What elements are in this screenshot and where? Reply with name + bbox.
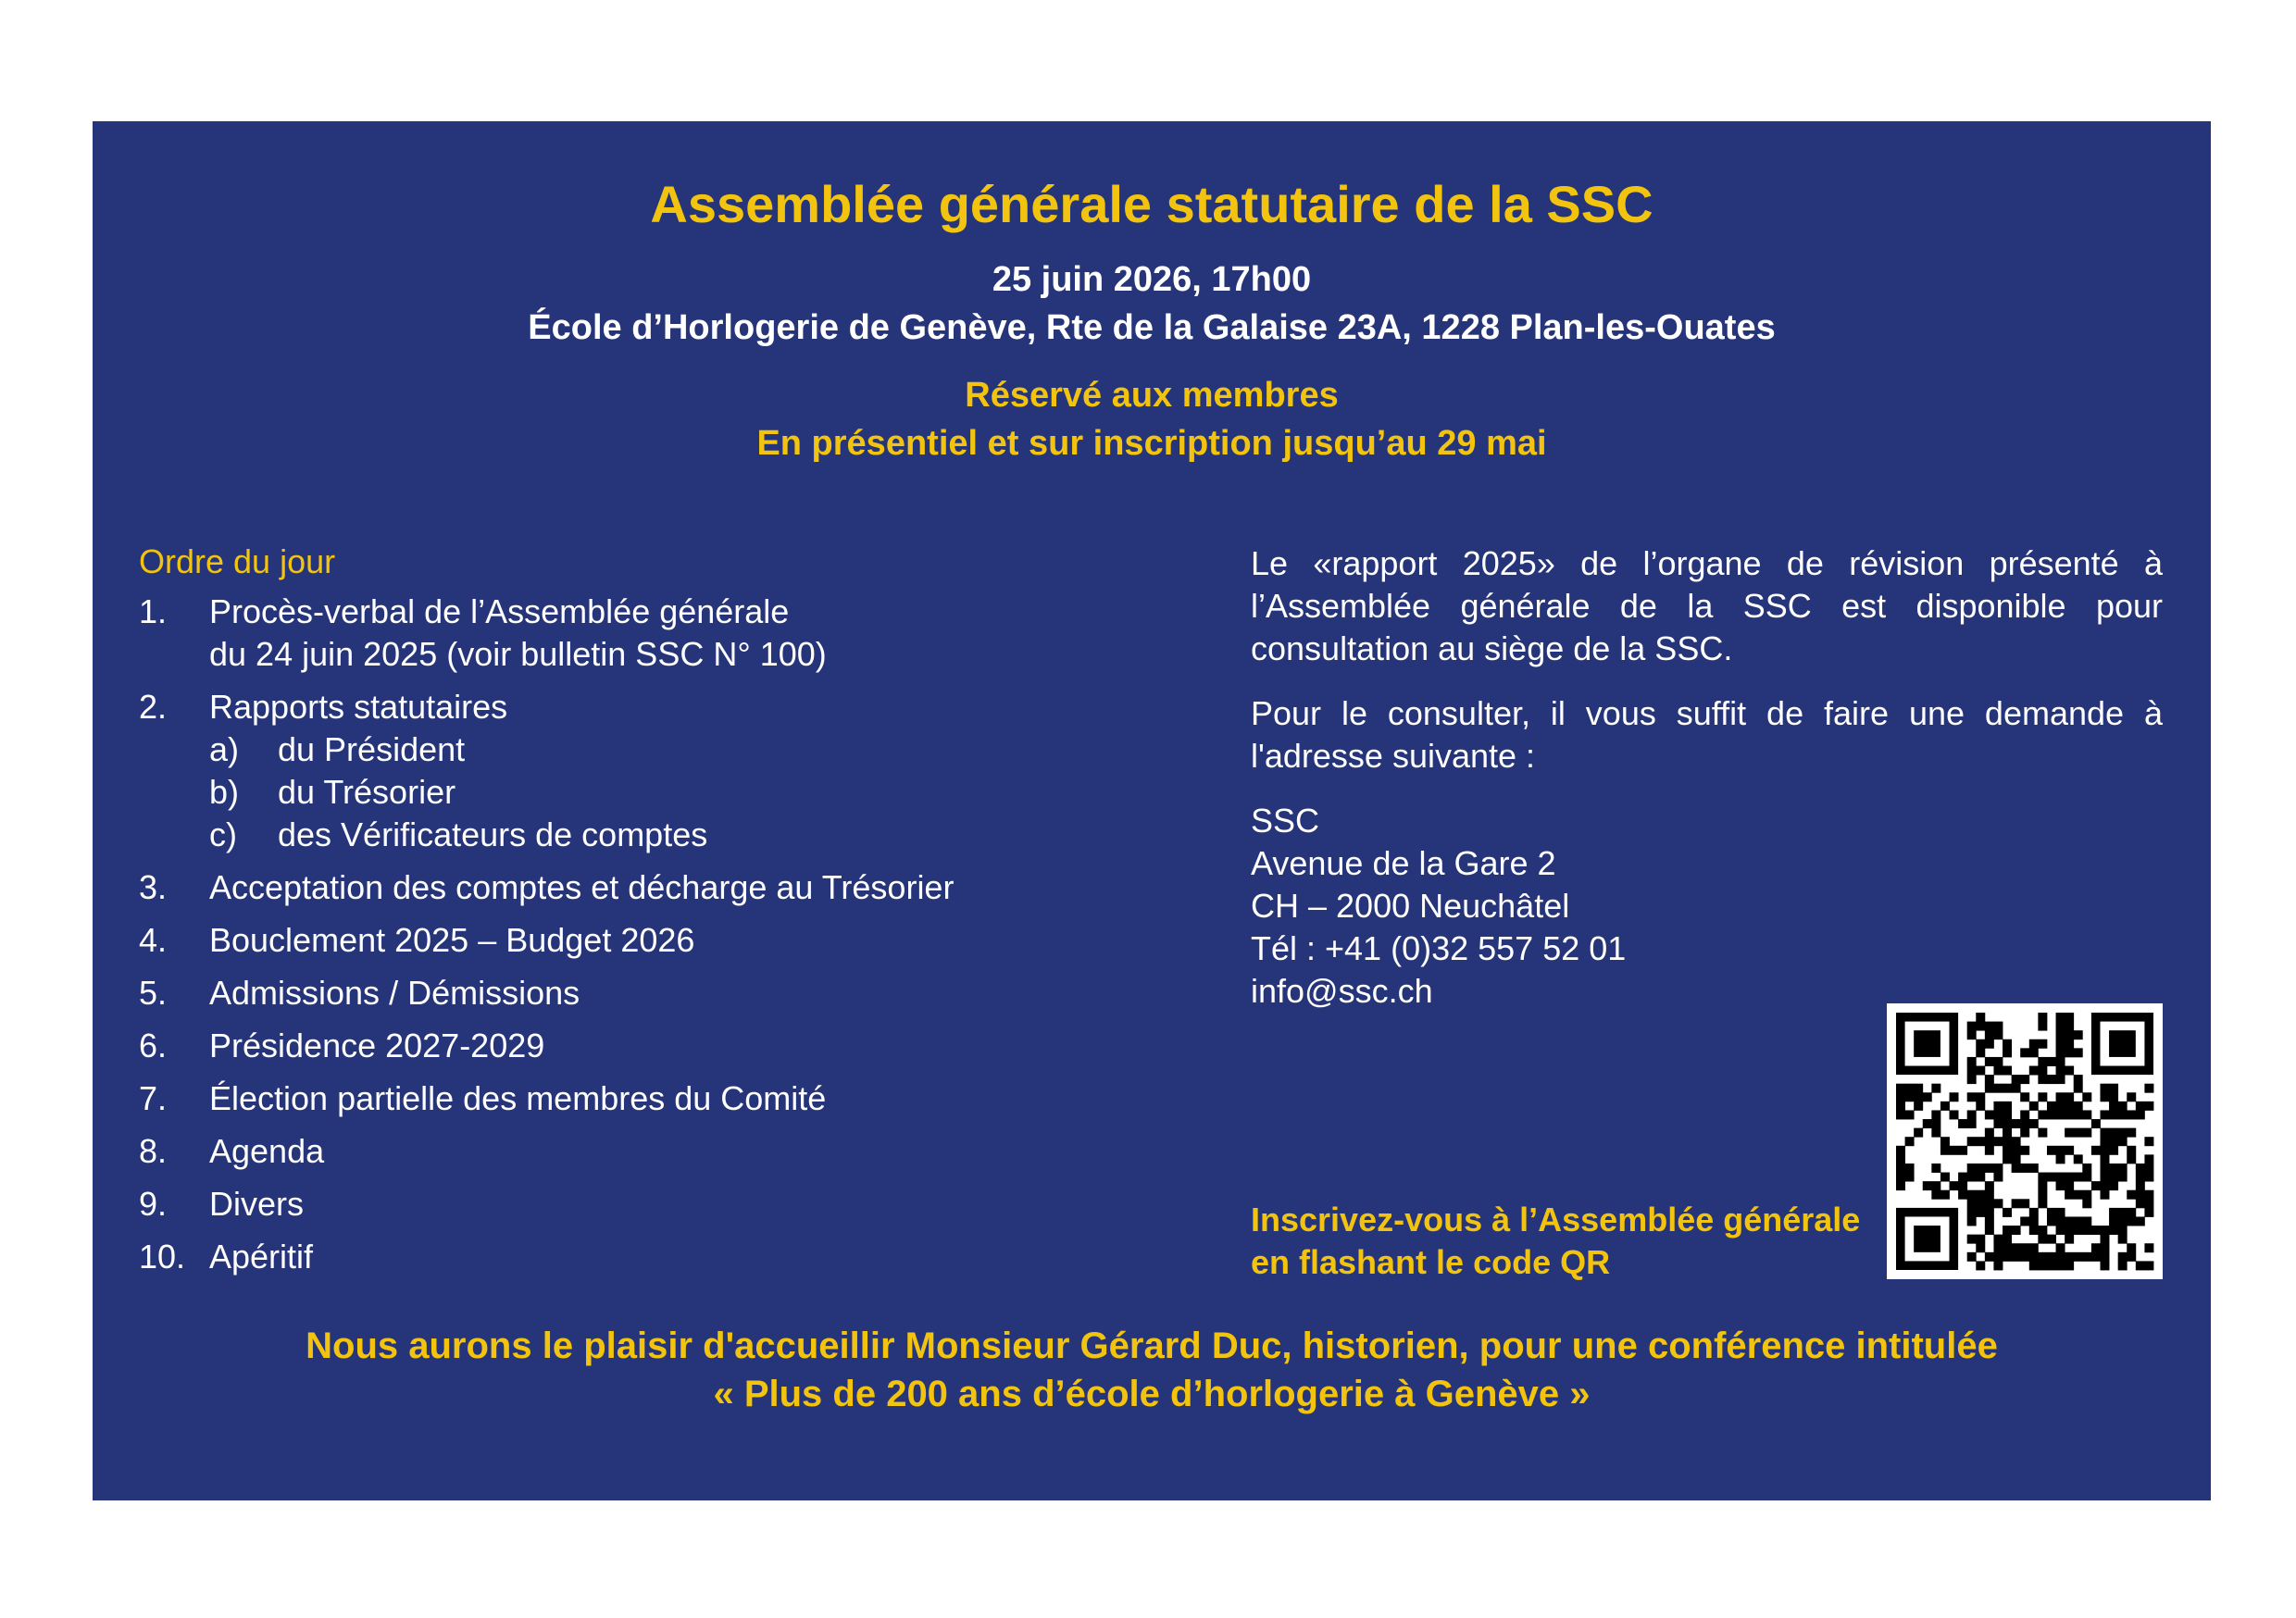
agenda-item-line: Rapports statutaires (209, 688, 508, 726)
members-only-notice: Réservé aux membres (965, 376, 1339, 415)
agenda-item-text: Agenda (209, 1132, 325, 1170)
postal-address (1251, 800, 2163, 1013)
agenda-item-text (209, 686, 1231, 856)
page-title: Assemblée générale statutaire de la SSC (650, 175, 1653, 233)
subitem-letter: c) (209, 815, 237, 853)
agenda-item-text: Apéritif (209, 1238, 314, 1276)
email-link[interactable]: info@ssc.ch (1251, 972, 1433, 1010)
agenda-item-7 (139, 1077, 1231, 1120)
agenda-item-9 (139, 1183, 1231, 1226)
agenda-item-number: 7. (139, 1079, 168, 1117)
address-line: CH – 2000 Neuchâtel (1251, 887, 1570, 925)
report-availability-text: Le «rapport 2025» de l’organe de révision présenté à l’Assemblée générale de la SSC est disponible pour consultation au siège de la SSC. (1251, 544, 2163, 667)
qr-caption-line: en flashant le code QR (1251, 1243, 1611, 1281)
agenda-item-number: 5. (139, 974, 168, 1012)
agenda-subitem-b (209, 771, 1231, 814)
address-line: SSC (1251, 802, 1320, 840)
agenda-item-text: Acceptation des comptes et décharge au Trésorier (209, 868, 955, 906)
address-line: Avenue de la Gare 2 (1251, 844, 1556, 882)
agenda-item-3 (139, 866, 1231, 909)
agenda-item-line: du 24 juin 2025 (voir bulletin SSC N° 100) (209, 635, 827, 673)
event-date: 25 juin 2026, 17h00 (992, 260, 1312, 299)
agenda-item-2 (139, 686, 1231, 856)
agenda-item-number: 2. (139, 688, 168, 726)
qr-caption (1251, 1199, 1860, 1284)
report-request-text: Pour le consulter, il vous suffit de faire une demande à l'adresse suivante : (1251, 694, 2163, 775)
agenda-item-5 (139, 972, 1231, 1014)
event-info (93, 255, 2211, 352)
subitem-letter: a) (209, 730, 240, 768)
subitem-text: des Vérificateurs de comptes (278, 815, 708, 853)
qr-code-icon (1887, 1003, 2163, 1279)
subitem-letter: b) (209, 773, 240, 811)
agenda-heading: Ordre du jour (139, 542, 336, 580)
agenda-item-1 (139, 591, 1231, 676)
agenda-item-text (209, 591, 1231, 676)
agenda-item-text: Élection partielle des membres du Comité (209, 1079, 827, 1117)
agenda-item-number: 3. (139, 868, 168, 906)
agenda-item-number: 1. (139, 592, 168, 630)
agenda-section (139, 542, 1231, 1288)
agenda-item-4 (139, 919, 1231, 962)
agenda-item-number: 6. (139, 1027, 168, 1064)
agenda-item-number: 10. (139, 1238, 186, 1276)
agenda-item-6 (139, 1025, 1231, 1067)
phone-number: Tél : +41 (0)32 557 52 01 (1251, 929, 1627, 967)
agenda-item-text: Admissions / Démissions (209, 974, 580, 1012)
conference-announcement (93, 1322, 2211, 1418)
event-venue: École d’Horlogerie de Genève, Rte de la Galaise 23A, 1228 Plan-les-Ouates (528, 308, 1776, 347)
agenda-item-text: Présidence 2027-2029 (209, 1027, 545, 1064)
registration-qr-code[interactable] (1887, 1003, 2163, 1279)
agenda-item-number: 4. (139, 921, 168, 959)
conference-title: « Plus de 200 ans d’école d’horlogerie à Genève » (713, 1374, 1591, 1414)
agenda-item-line: Procès-verbal de l’Assemblée générale (209, 592, 790, 630)
agenda-item-text: Bouclement 2025 – Budget 2026 (209, 921, 695, 959)
subitem-text: du Président (278, 730, 466, 768)
report-section (1251, 542, 2163, 1013)
agenda-subitem-c (209, 814, 1231, 856)
agenda-item-number: 8. (139, 1132, 168, 1170)
conference-intro: Nous aurons le plaisir d'accueillir Monsieur Gérard Duc, historien, pour une conférence intitulée (306, 1326, 1998, 1366)
agenda-subitem-a (209, 728, 1231, 771)
agenda-item-number: 9. (139, 1185, 168, 1223)
agenda-item-8 (139, 1130, 1231, 1173)
qr-caption-line: Inscrivez-vous à l’Assemblée générale (1251, 1201, 1861, 1238)
invitation-panel (93, 121, 2211, 1500)
registration-info (93, 371, 2211, 467)
agenda-item-10 (139, 1236, 1231, 1278)
agenda-item-text: Divers (209, 1185, 305, 1223)
subitem-text: du Trésorier (278, 773, 456, 811)
registration-deadline: En présentiel et sur inscription jusqu’au 29 mai (756, 424, 1547, 463)
